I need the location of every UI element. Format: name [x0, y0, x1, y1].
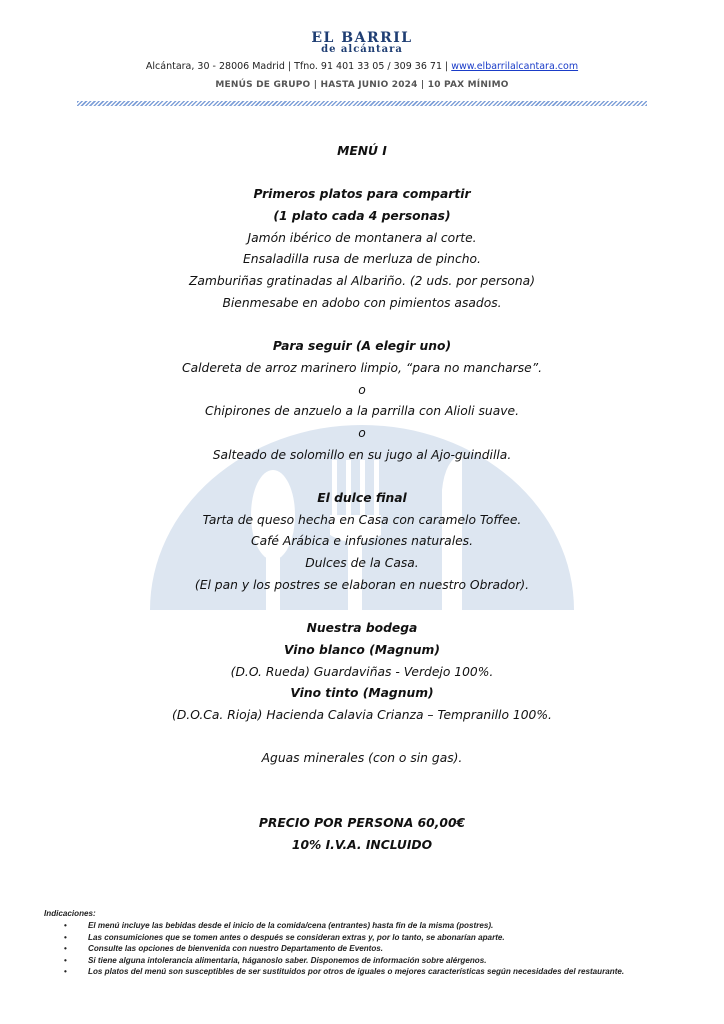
- bullet-icon: •: [64, 955, 67, 965]
- address-line: [0, 61, 724, 72]
- tax-line: 10% I.V.A. INCLUIDO: [291, 838, 433, 852]
- menu-title: MENÚ I: [337, 144, 387, 158]
- water-item: Aguas minerales (con o sin gas).: [261, 751, 463, 766]
- bullet-icon: •: [64, 932, 67, 942]
- logo-line-1: EL BARRIL: [311, 30, 413, 46]
- note-item: [44, 920, 644, 932]
- red-wine: (D.O.Ca. Rioja) Hacienda Calavia Crianza – Tempranillo 100%.: [172, 707, 552, 722]
- bullet-icon: •: [64, 921, 67, 930]
- main-item: Caldereta de arroz marinero limpio, “para no mancharse”.: [182, 360, 542, 375]
- note-item: [44, 932, 644, 944]
- starters-subheading: (1 plato cada 4 personas): [273, 209, 451, 224]
- logo-line-2: de alcántara: [321, 44, 403, 55]
- notes-heading: Indicaciones:: [44, 909, 96, 918]
- main-item: Salteado de solomillo en su jugo al Ajo-guindilla.: [212, 447, 512, 462]
- dessert-item: Dulces de la Casa.: [305, 556, 419, 571]
- menus-info-line: MENÚS DE GRUPO | HASTA JUNIO 2024 | 10 PAX MÍNIMO: [215, 80, 509, 90]
- note-text: El menú incluye las bebidas desde el inicio de la comida/cena (entrantes) hasta fin de la misma (postres).: [88, 921, 494, 930]
- main-separator: o: [358, 425, 366, 440]
- note-item: [44, 966, 644, 978]
- red-wine-heading: Vino tinto (Magnum): [290, 686, 434, 701]
- starter-item: Bienmesabe en adobo con pimientos asados.: [222, 295, 502, 310]
- main-separator: o: [358, 382, 366, 397]
- note-text: Las consumiciones que se tomen antes o después se consideran extras y, por lo tanto, se abonarían aparte.: [88, 932, 505, 942]
- price-line: PRECIO POR PERSONA 60,00€: [258, 816, 466, 831]
- main-item: Chipirones de anzuelo a la parrilla con Alioli suave.: [205, 404, 519, 419]
- starter-item: Zamburiñas gratinadas al Albariño. (2 uds. por persona): [188, 274, 536, 289]
- starter-item: Ensaladilla rusa de merluza de pincho.: [243, 252, 481, 267]
- bullet-icon: •: [64, 944, 67, 953]
- dessert-heading: El dulce final: [317, 491, 407, 505]
- bullet-icon: •: [64, 967, 67, 976]
- dessert-item: Café Arábica e infusiones naturales.: [250, 534, 474, 549]
- address-text: Alcántara, 30 - 28006 Madrid | Tfno. 91 401 33 05 / 309 36 71 |: [145, 61, 449, 72]
- white-wine-heading: Vino blanco (Magnum): [284, 642, 440, 657]
- note-text: Los platos del menú son susceptibles de ser sustituidos por otros de iguales o mejores características según necesidades del restaurante.: [88, 967, 625, 976]
- mains-heading: Para seguir (A elegir uno): [272, 339, 452, 354]
- starter-item: Jamón ibérico de montanera al corte.: [247, 230, 477, 245]
- note-item: [44, 955, 644, 967]
- notes-section: [44, 909, 644, 978]
- starters-heading: Primeros platos para compartir: [253, 187, 471, 202]
- note-text: Si tiene alguna intolerancia alimentaria, háganoslo saber. Disponemos de información sobre alérgenos.: [88, 955, 487, 965]
- dessert-item: Tarta de queso hecha en Casa con caramelo Toffee.: [202, 512, 522, 527]
- note-item: [44, 943, 644, 955]
- menu-body: [60, 141, 664, 857]
- hatched-divider: [77, 101, 647, 106]
- wine-heading: Nuestra bodega: [306, 621, 418, 636]
- note-text: Consulte las opciones de bienvenida con nuestro Departamento de Eventos.: [88, 944, 384, 953]
- white-wine: (D.O. Rueda) Guardaviñas - Verdejo 100%.: [230, 664, 494, 679]
- restaurant-logo: [0, 31, 724, 55]
- dessert-item: (El pan y los postres se elaboran en nuestro Obrador).: [194, 577, 530, 592]
- website-link[interactable]: www.elbarrilalcantara.com: [451, 61, 579, 72]
